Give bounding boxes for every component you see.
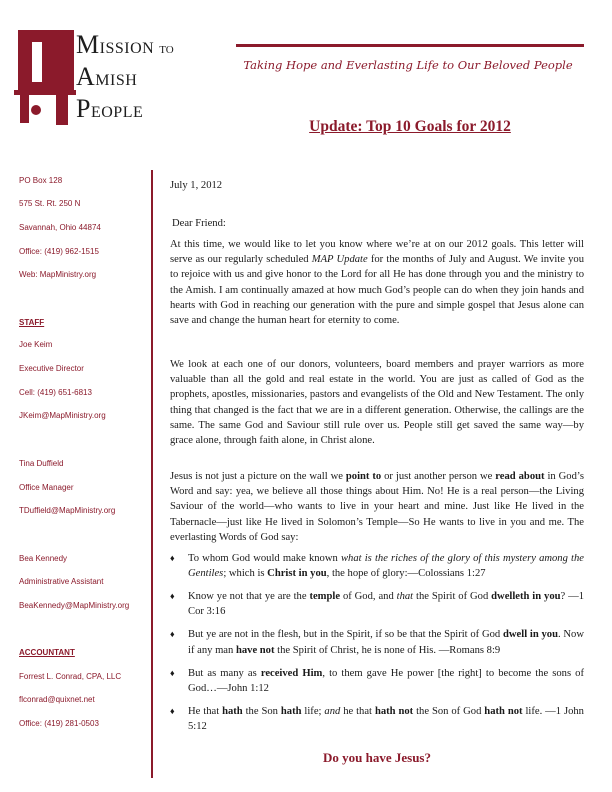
diamond-bullet-icon: ♦ [170, 553, 175, 563]
buggy-logo-icon [14, 28, 78, 128]
address-street: 575 St. Rt. 250 N [19, 199, 81, 208]
sidebar-divider [151, 170, 153, 778]
scripture-list [170, 551, 584, 742]
logo-line-people: PEOPLE [76, 94, 144, 123]
staff-role: Office Manager [19, 483, 74, 492]
diamond-bullet-icon: ♦ [170, 667, 175, 678]
accountant-name: Forrest L. Conrad, CPA, LLC [19, 672, 122, 681]
diamond-bullet-icon: ♦ [170, 705, 175, 716]
accountant-email: flconrad@quixnet.net [19, 695, 95, 704]
staff-email: TDuffield@MapMinistry.org [19, 506, 116, 515]
tagline: Taking Hope and Everlasting Life to Our Beloved People [243, 58, 573, 72]
address-city: Savannah, Ohio 44874 [19, 223, 101, 232]
list-item: ♦ To whom God would make known what is the riches of the glory of this mystery among the Gentiles; which is Christ in you, the hope of glory:—Colossians 1:27 [170, 553, 584, 580]
diamond-bullet-icon: ♦ [170, 591, 175, 602]
accountant-phone: Office: (419) 281-0503 [19, 719, 99, 728]
list-item: ♦ He that hath the Son hath life; and he that hath not the Son of God hath not life. —1 John 5:12 [170, 705, 584, 733]
staff-phone: Cell: (419) 651-6813 [19, 388, 92, 397]
staff-name: Bea Kennedy [19, 554, 68, 563]
staff-email: JKeim@MapMinistry.org [19, 411, 106, 420]
paragraph-living-saviour: Jesus is not just a picture on the wall we point to or just another person we read about in God’s Word and say: yea, we believe all those things about Him. No! He is a real person—the Living Saviour of the world—who wants to live in your heart and mine. Just like He lived in the Tabernacle—just like He lived in Solomon’s Temple—So He wants to live in you and me. The everlasting Words of God say: [170, 471, 584, 543]
logo-line-amish: AMISH [76, 62, 138, 91]
staff-role: Executive Director [19, 364, 84, 373]
accountant-heading: ACCOUNTANT [19, 648, 75, 657]
letter-date: July 1, 2012 [170, 180, 223, 191]
address-po-box: PO Box 128 [19, 176, 63, 185]
staff-role: Administrative Assistant [19, 577, 104, 586]
staff-name: Joe Keim [19, 340, 53, 349]
salutation: Dear Friend: [172, 218, 226, 229]
list-item: ♦ But ye are not in the flesh, but in the Spirit, if so be that the Spirit of God dwell in you. Now if any man have not the Spirit of Christ, he is none of His. —Romans 8:9 [170, 629, 584, 656]
logo-line-mission: MISSION TO [76, 30, 174, 59]
paragraph-goals: At this time, we would like to let you know where we’re at on our 2012 goals. This letter will serve as our regularly scheduled MAP Update for the months of July and August. We invite you to rejoice with us and give honor to the Lord for all He has done through you and the ministry to the Amish. I am continually amazed at how much God’s people can do when they join hands and hearts with God in reaching our generation with the pure and simple gospel that Jesus alone can save and change the human heart for eternity to come. [170, 239, 584, 327]
list-item: ♦ But as many as received Him, to them gave He power [the right] to become the sons of God…—John 1:12 [170, 667, 585, 694]
staff-name: Tina Duffield [19, 459, 64, 468]
closing-question: Do you have Jesus? [323, 750, 431, 765]
website: Web: MapMinistry.org [19, 270, 97, 279]
paragraph-callings: We look at each one of our donors, volunteers, board members and prayer warriors as more valuable than all the gold and real estate in the world. You are just as called of God as the prophets, apostles, missionaries, pastors and evangelists of the Old and New Testament. The only thing that changed is the fact that we are in a different generation. Otherwise, the callings are the same. The same God and Saviour still rule over us. People still get saved the same way—by grace alone, through faith alone, in Christ alone. [170, 359, 584, 447]
staff-heading: STAFF [19, 318, 45, 327]
diamond-bullet-icon: ♦ [170, 629, 175, 640]
header-rule [236, 44, 584, 47]
list-item: ♦ Know ye not that ye are the temple of God, and that the Spirit of God dwelleth in you? —1 Cor 3:16 [170, 591, 585, 618]
document-title: Update: Top 10 Goals for 2012 [309, 118, 511, 135]
office-phone: Office: (419) 962-1515 [19, 247, 99, 256]
ministry-logo [14, 28, 244, 128]
staff-email: BeaKennedy@MapMinistry.org [19, 601, 130, 610]
